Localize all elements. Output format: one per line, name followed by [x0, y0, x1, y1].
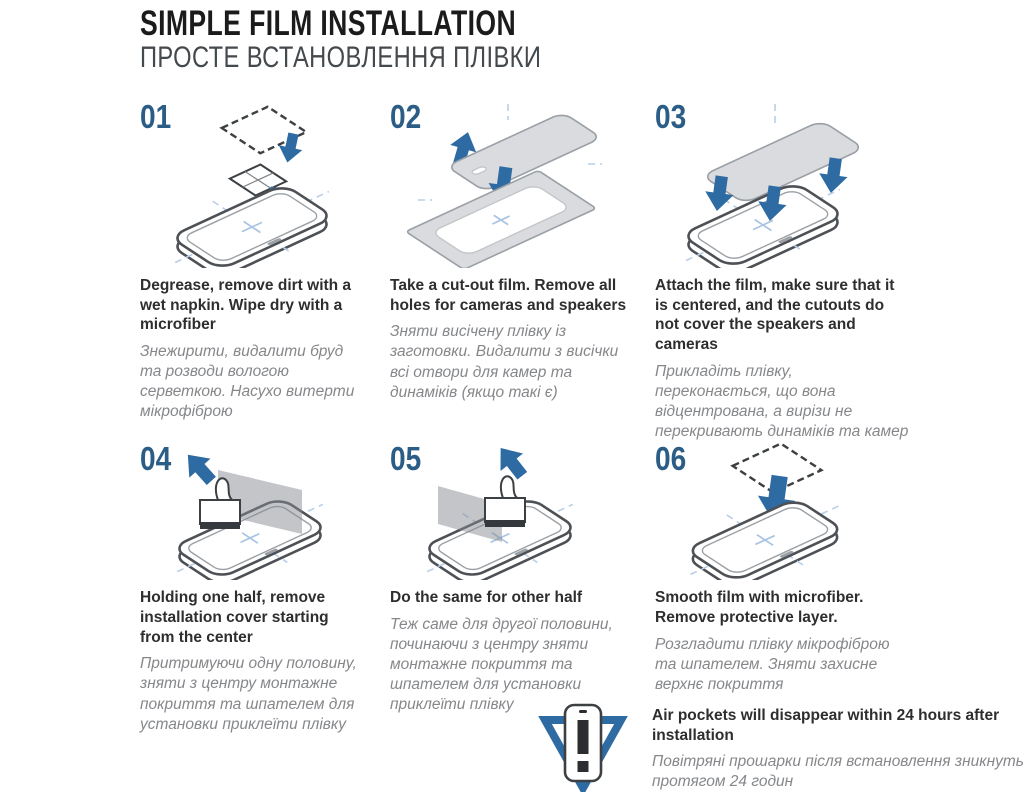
step-text-uk: Знежирити, видалити бруд та розводи вологою серветкою. Насухо витерти мікрофіброю — [140, 343, 355, 421]
step-number: 04 — [140, 440, 172, 478]
step-text-en: Degrease, remove dirt with a wet napkin. Wipe dry with a microfiber — [140, 277, 352, 334]
step-number: 06 — [655, 440, 687, 478]
note-text — [652, 700, 1024, 793]
step-number: 03 — [655, 98, 687, 135]
step-text-en: Smooth film with microfiber. Remove protective layer. — [655, 589, 864, 626]
note-text-uk: Повітряні прошарки після встановлення зникнуть протягом 24 годин — [652, 753, 1024, 791]
step-text-uk: Зняти висічену плівку із заготовки. Видалити з висічки всі отвори для камер та динаміків (якщо такі є) — [390, 323, 619, 401]
film-cutout-sheet-icon — [390, 100, 639, 268]
smooth-film-microfiber-icon — [655, 442, 911, 580]
warning-phone-triangle-icon — [538, 700, 628, 792]
step-text-en: Take a cut-out film. Remove all holes for cameras and speakers — [390, 277, 627, 314]
step-06 — [655, 442, 917, 735]
step-05 — [390, 442, 655, 735]
step-number: 02 — [390, 98, 422, 135]
note-text-en: Air pockets will disappear within 24 hours after installation — [652, 707, 1000, 744]
step-number: 01 — [140, 98, 172, 135]
step-04 — [140, 442, 390, 735]
film-attach-centering-icon — [655, 100, 911, 268]
step-number: 05 — [390, 440, 422, 478]
step-01 — [140, 100, 390, 442]
step-02 — [390, 100, 655, 442]
page-title: SIMPLE FILM INSTALLATION — [140, 4, 517, 43]
steps-grid — [140, 100, 917, 735]
step-text-en: Holding one half, remove installation cover starting from the center — [140, 589, 329, 646]
step-text-uk: Притримуючи одну половину, зняти з центру монтажне покриття та шпателем для установки приклеїти плівку — [140, 655, 357, 733]
step-03 — [655, 100, 917, 442]
page-subtitle: ПРОСТЕ ВСТАНОВЛЕННЯ ПЛІВКИ — [140, 40, 542, 74]
step-text-en: Do the same for other half — [390, 589, 583, 607]
step-text-uk: Теж саме для другої половини, починаючи з центру зняти монтажне покриття та шпателем для установки приклеїти плівку — [390, 615, 613, 714]
step-text-uk: Прикладіть плівку, переконається, що вона відцентрована, а вирізи не перекривають динаміків та камер — [655, 362, 909, 441]
remove-cover-other-half-icon — [390, 442, 639, 580]
header — [140, 6, 648, 73]
step-text-uk: Розгладити плівку мікрофіброю та шпателем. Зняти захисне верхнє покриття — [655, 635, 890, 693]
air-pockets-note — [538, 700, 1024, 793]
phone-degrease-napkin-icon — [140, 100, 362, 268]
step-text-en: Attach the film, make sure that it is centered, and the cutouts do not cover the speakers and cameras — [655, 277, 895, 354]
remove-cover-squeegee-icon — [140, 442, 362, 580]
